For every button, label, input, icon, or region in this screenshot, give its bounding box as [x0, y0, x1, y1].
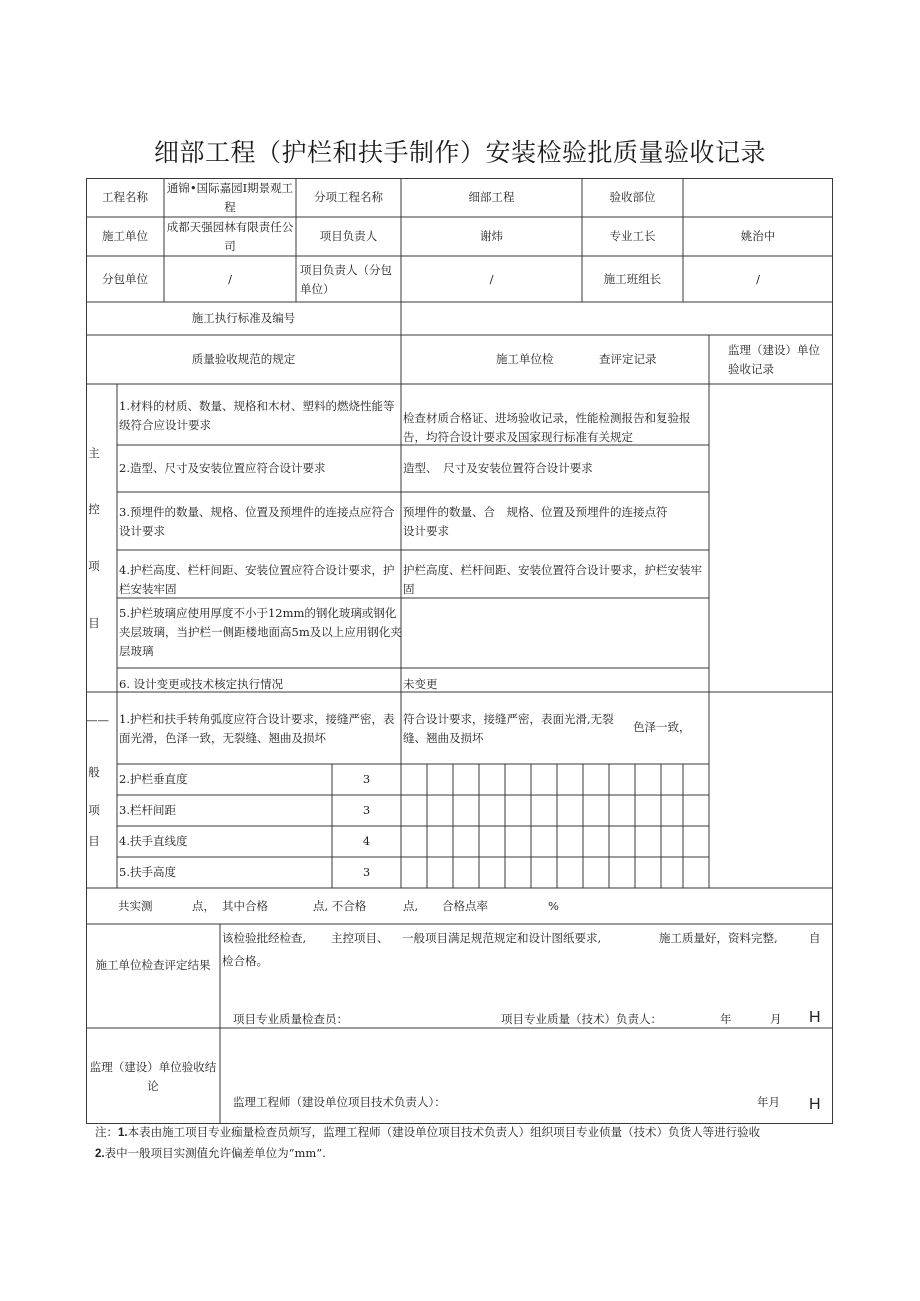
constructor-label: 施工单位 — [102, 229, 148, 243]
general-group-char: 般 — [88, 765, 100, 779]
tech-lead-label: 项目专业质量（技术）负责人： — [501, 1012, 662, 1026]
summary-text: 合格点率 — [442, 899, 488, 913]
sub-manager-value: / — [489, 272, 494, 286]
note-text: 表中一般项目实测值允许偏差单位为“mm”. — [104, 1146, 326, 1160]
sub-project-label: 分项工程名称 — [314, 190, 383, 204]
main-group-char: 目 — [88, 616, 100, 630]
general-group-char: 目 — [88, 834, 100, 848]
project-manager-label: 项目负责人 — [319, 229, 378, 243]
team-leader-value: / — [756, 272, 760, 286]
check-record-label-1: 施工单位检 — [496, 352, 554, 366]
construction-result-text: 主控项目、 — [331, 931, 389, 945]
summary-text: 点， — [192, 899, 215, 913]
acceptance-form — [86, 178, 833, 1124]
supervisor-record-label: 监理（建设）单位验收记录 — [728, 343, 820, 376]
project-manager-value: 谢炜 — [480, 229, 503, 243]
supervision-result-label: 监理（建设）单位验收结论 — [89, 1060, 217, 1093]
general-item-record-extra: 色泽一致， — [633, 720, 691, 734]
main-item-record: 造型、 尺寸及安装位置符合设计要求 — [403, 461, 593, 475]
year-label: 年 — [720, 1012, 732, 1026]
tolerance-value: 3 — [362, 865, 371, 879]
construction-result-text: 该检验批经检查, — [222, 931, 307, 945]
summary-text: 共实测 — [118, 899, 153, 913]
note-prefix: 注： — [95, 1125, 118, 1139]
project-name-label: 工程名称 — [102, 190, 148, 204]
tolerance-label: 3.栏杆间距 — [119, 803, 176, 817]
foreman-label: 专业工长 — [609, 229, 656, 243]
main-item-record: 护栏高度、栏杆间距、安装位置符合设计要求，护栏安装牢固 — [403, 563, 702, 596]
foreman-value: 姚治中 — [740, 229, 776, 243]
check-record-label-2: 查评定记录 — [599, 352, 657, 366]
summary-text: 点, 不合格 — [313, 899, 367, 913]
main-item-spec: 6. 设计变更或技术核定执行情况 — [119, 677, 284, 691]
main-item-spec: 5.护栏玻璃应使用厚度不小于12mm的钢化玻璃或钢化夹层玻璃，当护栏一侧距楼地面高5m及以上应用钢化夹层玻璃 — [119, 606, 402, 658]
standard-label: 施工执行标准及编号 — [191, 311, 296, 325]
supervision-engineer-label: 监理工程师（建设单位项目技术负责人）： — [233, 1095, 446, 1109]
month-label: 月 — [770, 1012, 782, 1026]
summary-text: 其中合格 — [222, 899, 268, 913]
main-item-spec: 2.造型、尺寸及安装位置应符合设计要求 — [119, 461, 326, 475]
year-month-label: 年月 — [757, 1095, 780, 1109]
day-label: H — [809, 1009, 821, 1026]
main-item-record: 未变更 — [403, 677, 438, 691]
quality-inspector-label: 项目专业质量检查员： — [233, 1012, 348, 1026]
main-item-spec: 3.预埋件的数量、规格、位置及预埋件的连接点应符合设计要求 — [119, 505, 395, 538]
main-group-char: 项 — [88, 559, 100, 573]
subcontractor-value: / — [228, 272, 232, 286]
summary-text: 点, — [403, 899, 419, 913]
tolerance-label: 4.扶手直线度 — [119, 834, 188, 848]
main-group-char: 控 — [88, 502, 100, 516]
note-line-2 — [95, 1143, 760, 1164]
summary-text: % — [548, 899, 559, 913]
main-group-char: 主 — [88, 446, 100, 460]
tolerance-label: 5.扶手高度 — [119, 865, 176, 879]
construction-result-label: 施工单位检查评定结果 — [95, 958, 211, 972]
page-title: 细部工程（护栏和扶手制作）安装检验批质量验收记录 — [153, 138, 766, 167]
day-label: H — [809, 1096, 821, 1113]
general-group-char: —— — [86, 713, 109, 727]
construction-result-text: 检合格。 — [222, 954, 268, 968]
general-group-char: 项 — [88, 803, 100, 817]
constructor-value: 成都天强园林有限责任公司 — [166, 220, 294, 253]
footnotes — [95, 1122, 760, 1164]
general-item-spec: 1.护栏和扶手转角弧度应符合设计要求，接缝严密，表面光滑，色泽一致，无裂缝、翘曲及损坏 — [119, 712, 395, 745]
main-item-record: 预埋件的数量、合 规格、位置及预埋件的连接点符设计要求 — [403, 505, 668, 538]
sub-manager-label: 项目负责人（分包单位） — [300, 263, 392, 296]
tolerance-value: 4 — [362, 834, 371, 848]
main-item-spec: 1.材料的材质、数量、规格和木材、塑料的燃烧性能等级符合应设计要求 — [119, 399, 395, 432]
construction-result-text: 一般项目满足规范规定和设计图纸要求, — [402, 931, 602, 945]
note-line-1 — [95, 1122, 760, 1143]
general-item-record: 符合设计要求，接缝严密，表面光滑,无裂缝、翘曲及损坏 — [403, 712, 614, 745]
note-text: 本表由施工项目专业痂量检查员烦写，监理工程师（建设单位项目技术负责人）组织项目专业侦量（技术）负货人等进行验收 — [127, 1125, 761, 1139]
sub-project-value: 细部工程 — [468, 190, 515, 204]
subcontractor-label: 分包单位 — [102, 272, 148, 286]
accept-part-label: 验收部位 — [609, 190, 656, 204]
construction-result-text: 自 — [809, 931, 821, 945]
project-name-value: 通锦•国际嘉园Ⅰ期景观工程 — [166, 181, 294, 214]
note-number: 1. — [118, 1127, 128, 1139]
tolerance-label: 2.护栏垂直度 — [119, 772, 188, 786]
spec-label: 质量验收规范的规定 — [191, 352, 296, 366]
tolerance-value: 3 — [362, 772, 371, 786]
main-item-spec: 4.护栏高度、栏杆间距、安装位置应符合设计要求，护栏安装牢固 — [119, 563, 395, 596]
note-number: 2. — [95, 1148, 105, 1160]
tolerance-value: 3 — [362, 803, 371, 817]
main-item-record: 检查材质合格证、进场验收记录，性能检测报告和复验报告，均符合设计要求及国家现行标准有关规定 — [403, 411, 691, 444]
construction-result-text: 施工质量好，资料完整, — [659, 931, 778, 945]
team-leader-label: 施工班组长 — [603, 272, 662, 286]
